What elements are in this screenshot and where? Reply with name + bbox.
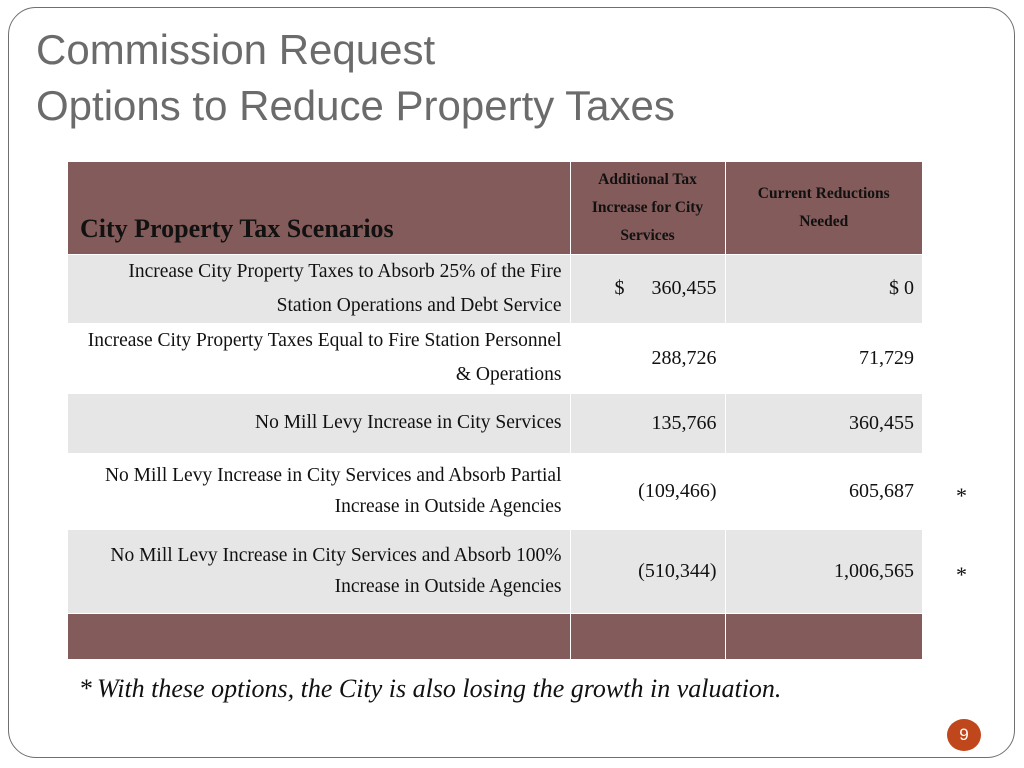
additional-tax-value: (109,466)	[570, 453, 725, 529]
additional-tax-value: 360,455	[651, 277, 717, 299]
footnote-star: *	[80, 674, 93, 703]
row-asterisk-note: *	[956, 562, 967, 587]
title-line-2: Options to Reduce Property Taxes	[36, 82, 675, 129]
reductions-value: 1,006,565	[834, 559, 914, 582]
additional-tax-value: 288,726	[570, 323, 725, 393]
table-row	[68, 323, 922, 393]
reductions-value: 360,455	[849, 411, 914, 434]
slide-title	[36, 22, 675, 134]
row-asterisk-note: *	[956, 483, 967, 508]
scenario-label: No Mill Levy Increase in City Services and Absorb 100% Increase in Outside Agencies	[68, 529, 570, 613]
reductions-value: 71,729	[859, 346, 914, 369]
table-row	[68, 453, 922, 529]
table-row	[68, 393, 922, 453]
table-footer-row	[68, 613, 922, 659]
page-number-badge: 9	[947, 719, 981, 751]
footnote	[80, 674, 781, 704]
additional-tax-value: 135,766	[570, 393, 725, 453]
footer-cell	[725, 613, 922, 659]
table-row	[68, 254, 922, 323]
scenario-label: No Mill Levy Increase in City Services	[68, 393, 570, 453]
scenario-label: Increase City Property Taxes to Absorb 25% of the Fire Station Operations and Debt Service	[68, 254, 570, 323]
header-additional-tax: Additional Tax Increase for City Services	[570, 162, 725, 254]
footer-cell	[68, 613, 570, 659]
reductions-value: 605,687	[849, 479, 914, 502]
currency-symbol: $	[614, 277, 625, 299]
table-header-row	[68, 162, 922, 254]
scenario-label: Increase City Property Taxes Equal to Fire Station Personnel & Operations	[68, 323, 570, 393]
additional-tax-cell	[570, 254, 725, 323]
tax-scenarios-table	[68, 162, 922, 659]
header-current-reductions: Current Reductions Needed	[757, 184, 890, 230]
additional-tax-value: (510,344)	[570, 529, 725, 613]
footer-cell	[570, 613, 725, 659]
title-line-1: Commission Request	[36, 26, 436, 73]
footnote-text: With these options, the City is also losing the growth in valuation.	[97, 674, 782, 703]
header-scenarios: City Property Tax Scenarios	[68, 162, 570, 254]
scenario-label: No Mill Levy Increase in City Services and Absorb Partial Increase in Outside Agencies	[68, 453, 570, 529]
reductions-value: $ 0	[889, 277, 914, 299]
table-row	[68, 529, 922, 613]
